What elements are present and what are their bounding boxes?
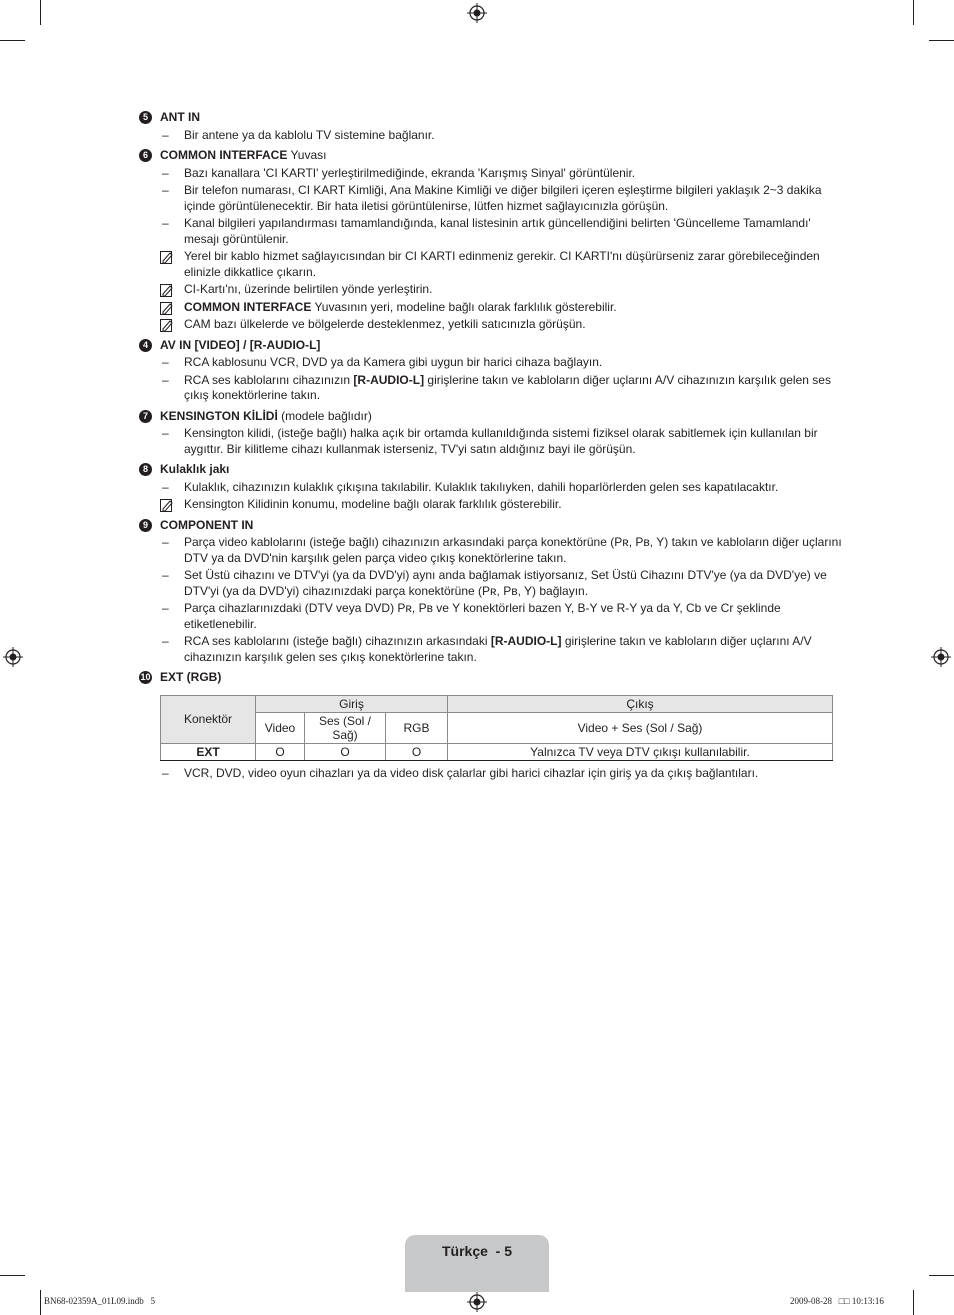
- section-number-badge: 10: [140, 672, 151, 682]
- crop-mark: [913, 1290, 914, 1315]
- item-text: RCA ses kablolarını cihazınızın: [184, 372, 354, 387]
- item-text: Bazı kanallara 'CI KARTI' yerleştirilmediğinde, ekranda 'Karışmış Sinyal' görüntülenir.: [184, 165, 636, 180]
- list-item: [139, 426, 844, 457]
- item-text: Kulaklık, cihazınızın kulaklık çıkışına takılabilir. Kulaklık takılıyken, dahili hoparlörlerden gelen ses kapatılacaktır.: [184, 479, 779, 494]
- section: [139, 409, 844, 458]
- ext-connector-table: [160, 695, 833, 761]
- crop-mark: [0, 1275, 25, 1276]
- table-header-rgb: RGB: [386, 712, 448, 743]
- note-icon: [159, 498, 174, 513]
- registration-mark-icon: [3, 647, 23, 667]
- list-item: [139, 601, 844, 632]
- list-item: [139, 216, 844, 247]
- item-text: girişlerine takın ve kabloların diğer uçlarını A/V cihazınızın karşılık gelen ses çıkış konektörlerine takın.: [184, 634, 812, 664]
- dash-bullet: –: [162, 183, 169, 197]
- section-heading: [139, 338, 844, 354]
- item-text: COMMON INTERFACE: [184, 299, 312, 314]
- print-slug-file: BN68-02359A_01L09.indb 5: [44, 1296, 155, 1306]
- dash-bullet: –: [162, 568, 169, 582]
- item-text: RCA ses kablolarını (isteğe bağlı) cihazınızın arkasındaki: [184, 634, 491, 648]
- note-icon: [159, 318, 174, 333]
- item-text: [R-AUDIO-L]: [353, 372, 425, 387]
- registration-mark-icon: [931, 647, 951, 667]
- section-heading: [139, 518, 844, 534]
- list-item: [139, 128, 844, 144]
- dash-bullet: –: [162, 372, 169, 387]
- note-item: [139, 497, 844, 513]
- list-item: [139, 568, 844, 599]
- table-cell: O: [305, 743, 386, 760]
- section-title-suffix: Yuvası: [287, 148, 327, 162]
- table-header-output-signal: Video + Ses (Sol / Sağ): [448, 712, 833, 743]
- list-item: [139, 535, 844, 566]
- list-item: [139, 373, 844, 404]
- section-title: KENSINGTON KİLİDİ: [160, 408, 278, 423]
- crop-mark: [913, 0, 914, 25]
- table-header-input: Giriş: [256, 695, 448, 712]
- table-cell: Yalnızca TV veya DTV çıkışı kullanılabilir.: [448, 743, 833, 760]
- section-number-badge: 5: [139, 111, 152, 124]
- table-header-audio: Ses (Sol / Sağ): [305, 712, 386, 743]
- section: [139, 110, 844, 143]
- section-heading: [139, 670, 844, 686]
- section-title: Kulaklık jakı: [160, 462, 230, 476]
- item-text: [R-AUDIO-L]: [490, 634, 562, 648]
- item-text: CI-Kartı'nı, üzerinde belirtilen yönde yerleştirin.: [184, 282, 433, 296]
- item-text: Bir telefon numarası, CI KART Kimliği, Ana Makine Kimliği ve diğer bilgileri içeren eşleştirme bilgileri yaklaşık 2~3 dakika içinde görüntülenecektir. Bir hata iletisi görüntülenirse, lütfen hizmet sağlayıcınızla görüşün.: [184, 183, 822, 213]
- list-item: [139, 166, 844, 182]
- section-title: EXT (RGB): [160, 670, 222, 684]
- dash-bullet: –: [162, 765, 169, 780]
- section-title: COMPONENT IN: [160, 517, 254, 532]
- section-title: AV IN [VIDEO] / [R-AUDIO-L]: [160, 337, 321, 352]
- item-text: Yerel bir kablo hizmet sağlayıcısından bir CI KARTI edinmeniz gerekir. CI KARTI'nı düşürürseniz zarar görebileceğinden elinizle dikkatlice çıkarın.: [184, 249, 820, 279]
- registration-mark-icon: [467, 1292, 487, 1312]
- note-item: [139, 282, 844, 298]
- table-cell-ext: EXT: [161, 743, 256, 760]
- dash-bullet: –: [162, 355, 169, 369]
- section-heading: [139, 148, 844, 164]
- section: [139, 462, 844, 513]
- list-item: [139, 480, 844, 496]
- dash-bullet: –: [162, 535, 169, 549]
- section-number-badge: 7: [139, 410, 152, 423]
- list-item: [139, 183, 844, 214]
- section-number-badge: 8: [139, 463, 152, 476]
- note-icon: [159, 250, 174, 265]
- item-text: Kensington kilidi, (isteğe bağlı) halka açık bir ortamda kullanıldığında sistemi fiziksel olarak sabitlemek için kullanılan bir aygıttır. Bir kilitleme cihazı kullanmak isterseniz, TV'yi satın aldığınız bayi ile görüşün.: [184, 426, 818, 456]
- section: [139, 338, 844, 404]
- section-title: ANT IN: [160, 110, 200, 124]
- item-text: Parça video kablolarını (isteğe bağlı) cihazınızın arkasındaki parça konektörüne (Pʀ, Pʙ, Y) takın ve kabloların diğer uçlarını DTV ya da DVD'nin karşılık gelen parça video çıkış konektörlerine takın.: [184, 535, 842, 565]
- section-heading: [139, 462, 844, 478]
- dash-bullet: –: [162, 216, 169, 230]
- note-item: [139, 300, 844, 316]
- section: [139, 148, 844, 333]
- note-item: [139, 317, 844, 333]
- note-icon: [159, 283, 174, 298]
- note-item: [139, 249, 844, 280]
- table-cell: O: [386, 743, 448, 760]
- table-header-video: Video: [256, 712, 305, 743]
- manual-content: [139, 110, 844, 783]
- dash-bullet: –: [162, 426, 169, 440]
- item-text: Set Üstü cihazını ve DTV'yi (ya da DVD'yi) aynı anda bağlamak istiyorsanız, Set Üstü Cihazını DTV'ye (ya da DVD'ye) ve DTV'yi (ya da DVD'yi) cihazınızdaki parça konektörüne (Pʀ, Pʙ, Y) bağlayın.: [184, 568, 827, 598]
- crop-mark: [929, 1275, 954, 1276]
- item-text: Kanal bilgileri yapılandırması tamamlandığında, kanal listesinin artık güncellendiğini belirten 'Güncelleme Tamamlandı' mesajı görüntülenir.: [184, 216, 811, 246]
- section-number-badge: 6: [139, 149, 152, 162]
- dash-bullet: –: [162, 165, 169, 180]
- section-title: COMMON INTERFACE: [160, 148, 288, 162]
- crop-mark: [40, 0, 41, 25]
- registration-mark-icon: [467, 3, 487, 23]
- list-item: [139, 634, 844, 665]
- crop-mark: [40, 1290, 41, 1315]
- table-row: [161, 743, 833, 760]
- item-text: Parça cihazlarınızdaki (DTV veya DVD) Pʀ, Pʙ ve Y konektörleri bazen Y, B-Y ve R-Y ya da Y, Cb ve Cr şeklinde etiketlenebilir.: [184, 601, 781, 631]
- item-text: Bir antene ya da kablolu TV sistemine bağlanır.: [184, 127, 435, 142]
- section-number-badge: 9: [139, 519, 152, 532]
- section-heading: [139, 409, 844, 425]
- list-item: [139, 355, 844, 371]
- item-text: girişlerine takın ve kabloların diğer uçlarını A/V cihazınızın karşılık gelen ses çıkış konektörlerine takın.: [184, 372, 831, 402]
- crop-mark: [929, 40, 954, 41]
- section-number-badge: 4: [139, 339, 152, 352]
- dash-bullet: –: [162, 601, 169, 615]
- ext-note: [139, 766, 844, 782]
- dash-bullet: –: [162, 479, 169, 494]
- section: [139, 670, 844, 686]
- section-heading: [139, 110, 844, 126]
- item-text: RCA kablosunu VCR, DVD ya da Kamera gibi uygun bir harici cihaza bağlayın.: [184, 355, 603, 369]
- crop-mark: [0, 40, 25, 41]
- section: [139, 518, 844, 666]
- dash-bullet: –: [162, 127, 169, 142]
- table-header-output: Çıkış: [448, 695, 833, 712]
- page-number: Türkçe - 5: [441, 1243, 513, 1259]
- section-list: [139, 110, 844, 691]
- table-header-connector: Konektör: [161, 695, 256, 743]
- print-slug-date: 2009-08-28 □□ 10:13:16: [790, 1296, 884, 1306]
- item-text: Yuvasının yeri, modeline bağlı olarak farklılık gösterebilir.: [311, 299, 617, 314]
- item-text: CAM bazı ülkelerde ve bölgelerde desteklenmez, yetkili satıcınızla görüşün.: [184, 317, 586, 331]
- note-icon: [159, 301, 174, 316]
- ext-note-text: VCR, DVD, video oyun cihazları ya da video disk çalarlar gibi harici cihazlar için giriş ya da çıkış bağlantıları.: [184, 765, 759, 780]
- dash-bullet: –: [162, 634, 169, 648]
- section-title-suffix: (modele bağlıdır): [277, 408, 372, 423]
- item-text: Kensington Kilidinin konumu, modeline bağlı olarak farklılık gösterebilir.: [184, 497, 562, 511]
- table-cell: O: [256, 743, 305, 760]
